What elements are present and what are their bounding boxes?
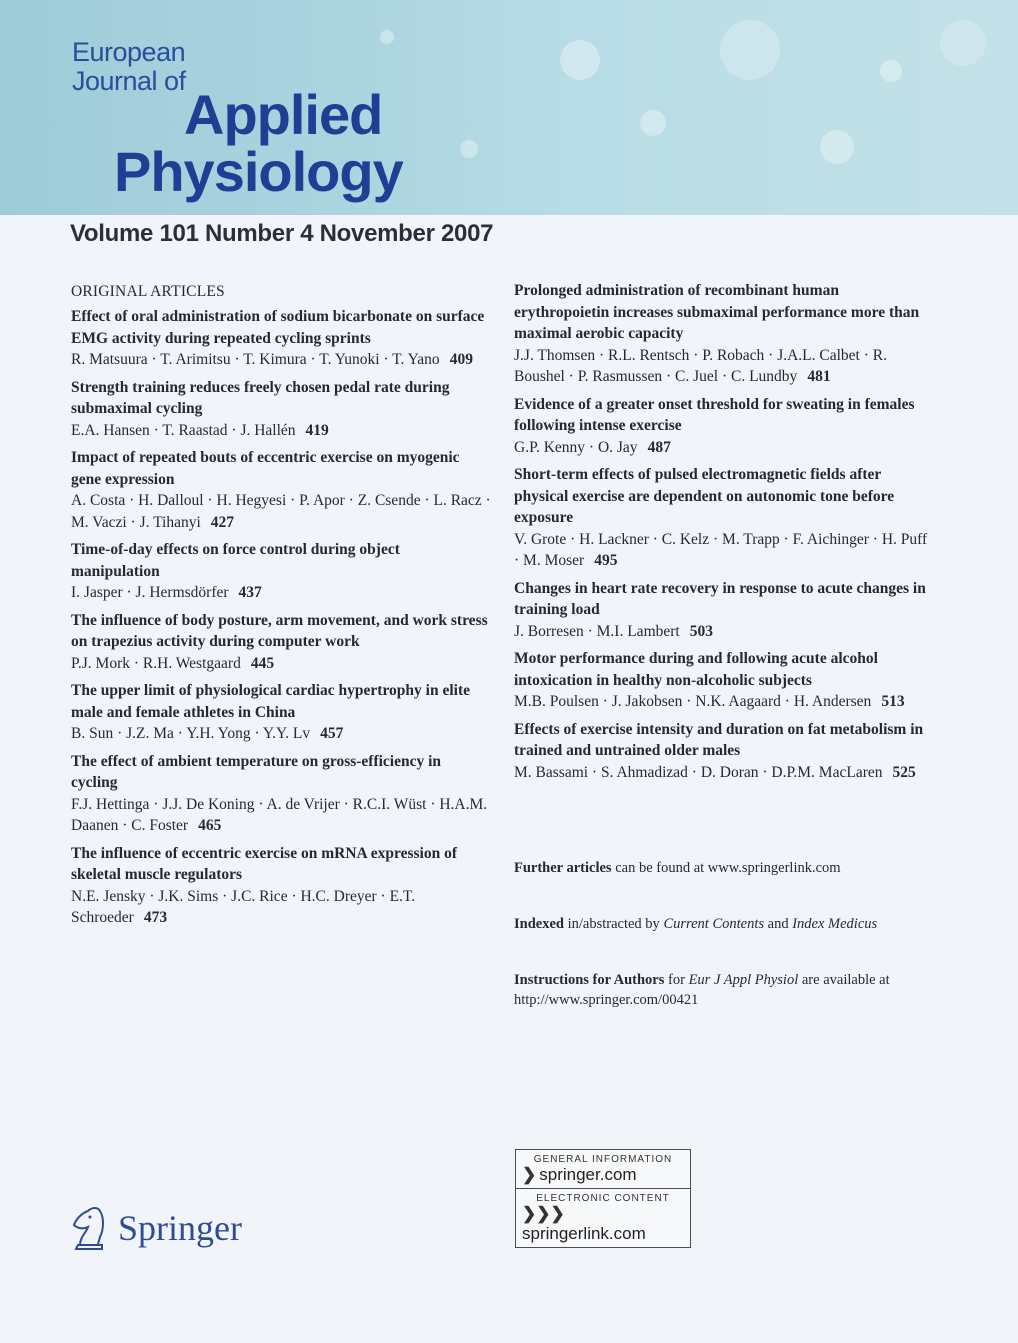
- article-authors-line: [71, 349, 491, 371]
- article-title: Prolonged administration of recombinant human erythropoietin increases submaximal performance more than maximal aerobic capacity: [514, 282, 920, 342]
- indexed-text: in/abstracted by: [563, 916, 664, 932]
- article-page: 481: [807, 368, 831, 385]
- article-page: 525: [892, 763, 916, 781]
- general-info-label: GENERAL INFORMATION: [533, 1154, 673, 1165]
- article-page: 457: [320, 725, 344, 742]
- publisher-name: Springer: [118, 1208, 242, 1248]
- left-article-list: [71, 306, 491, 929]
- chevron-right-icon: ❯: [522, 1165, 537, 1184]
- article-page: 473: [143, 909, 168, 926]
- article-entry: [71, 539, 491, 604]
- further-label: Further articles: [514, 860, 612, 876]
- article-page: 513: [881, 693, 905, 710]
- article-page: 409: [449, 351, 473, 368]
- electronic-content-label: ELECTRONIC CONTENT: [536, 1193, 670, 1204]
- article-title: The effect of ambient temperature on gross-efficiency in cycling: [71, 752, 442, 791]
- indexed-label: Indexed: [514, 916, 564, 932]
- article-entry: [514, 464, 934, 572]
- article-authors: N.E. Jensky · J.K. Sims · J.C. Rice · H.C. Dreyer · E.T. Schroeder: [71, 887, 416, 926]
- article-authors-line: [71, 723, 491, 745]
- article-title: Short-term effects of pulsed electromagnetic fields after physical exercise are dependent on autonomic tone before exposure: [514, 466, 895, 526]
- article-title: Strength training reduces freely chosen pedal rate during submaximal cycling: [71, 378, 450, 417]
- left-column: [71, 281, 491, 935]
- springerlink-link-text: springerlink.com: [522, 1224, 646, 1243]
- article-authors-line: [514, 762, 934, 784]
- article-title: The upper limit of physiological cardiac hypertrophy in elite male and female athletes in China: [71, 682, 470, 721]
- article-page: 445: [250, 654, 275, 672]
- electronic-content-cell: [516, 1188, 690, 1247]
- further-articles-note: [514, 858, 934, 878]
- article-entry: [71, 680, 491, 745]
- triple-chevron-right-icon: ❯❯❯: [522, 1204, 565, 1223]
- article-title: The influence of eccentric exercise on mRNA expression of skeletal muscle regulators: [71, 844, 457, 883]
- issue-info: Volume 101 Number 4 November 2007: [70, 220, 494, 247]
- article-authors: P.J. Mork · R.H. Westgaard: [71, 654, 241, 672]
- article-authors: G.P. Kenny · O. Jay: [514, 438, 638, 456]
- right-column: [514, 280, 934, 789]
- article-authors: F.J. Hettinga · J.J. De Koning · A. de Vrijer · R.C.I. Wüst · H.A.M. Daanen · C. Foster: [71, 795, 488, 834]
- article-entry: [514, 280, 934, 388]
- article-authors-line: [71, 490, 491, 533]
- article-authors-line: [71, 582, 491, 604]
- article-title: Effect of oral administration of sodium bicarbonate on surface EMG activity during repeated cycling sprints: [71, 308, 485, 347]
- masthead-physiology: Physiology: [114, 140, 403, 203]
- masthead-journal-of: Journal of: [72, 66, 186, 96]
- article-authors-line: [71, 420, 491, 442]
- further-text: can be found at www.springerlink.com: [611, 860, 841, 876]
- article-entry: [71, 751, 491, 837]
- article-entry: [514, 719, 934, 784]
- instructions-label: Instructions for Authors: [514, 972, 665, 988]
- article-authors-line: [514, 437, 934, 459]
- article-page: 495: [594, 552, 618, 569]
- article-page: 465: [198, 817, 222, 834]
- article-entry: [514, 648, 934, 713]
- article-authors-line: [514, 691, 934, 713]
- article-authors-line: [71, 886, 491, 929]
- article-title: The influence of body posture, arm movement, and work stress on trapezius activity during computer work: [71, 611, 488, 650]
- article-entry: [514, 578, 934, 643]
- section-label: ORIGINAL ARTICLES: [71, 283, 225, 300]
- article-page: 427: [210, 513, 235, 531]
- info-box: [515, 1149, 691, 1248]
- article-authors-line: [514, 529, 934, 572]
- journal-abbrev: Eur J Appl Physiol: [688, 972, 799, 988]
- instructions-note: [514, 970, 914, 1010]
- article-authors-line: [71, 653, 491, 675]
- current-contents: Current Contents: [663, 916, 765, 932]
- instructions-text: are available at http://www.springer.com/00421: [514, 972, 890, 1008]
- article-page: 503: [689, 622, 713, 640]
- article-authors: J.J. Thomsen · R.L. Rentsch · P. Robach · J.A.L. Calbet · R. Boushel · P. Rasmussen · C. Juel · C. Lundby: [514, 346, 887, 385]
- article-title: Changes in heart rate recovery in response to acute changes in training load: [514, 579, 926, 618]
- indexed-and: and: [764, 916, 793, 932]
- article-authors: B. Sun · J.Z. Ma · Y.H. Yong · Y.Y. Lv: [71, 725, 311, 742]
- cover-header: [0, 0, 1018, 215]
- article-authors: A. Costa · H. Dalloul · H. Hegyesi · P. Apor · Z. Csende · L. Racz · M. Vaczi · J. Tihanyi: [71, 492, 491, 531]
- article-page: 487: [647, 438, 671, 456]
- springerlink-link[interactable]: [522, 1204, 684, 1244]
- article-entry: [71, 447, 491, 533]
- article-entry: [71, 306, 491, 371]
- springer-link[interactable]: [522, 1165, 684, 1185]
- article-authors: V. Grote · H. Lackner · C. Kelz · M. Trapp · F. Aichinger · H. Puff · M. Moser: [514, 530, 928, 569]
- indexed-note: [514, 914, 934, 934]
- article-authors: R. Matsuura · T. Arimitsu · T. Kimura · T. Yunoki · T. Yano: [71, 351, 440, 368]
- springer-logo: [66, 1200, 242, 1256]
- article-authors: M. Bassami · S. Ahmadizad · D. Doran · D.P.M. MacLaren: [514, 763, 883, 781]
- article-title: Effects of exercise intensity and duration on fat metabolism in trained and untrained older males: [514, 720, 924, 759]
- article-authors-line: [71, 794, 491, 837]
- article-page: 437: [238, 584, 262, 601]
- index-medicus: Index Medicus: [792, 916, 878, 932]
- article-entry: [71, 843, 491, 929]
- right-article-list: [514, 280, 934, 783]
- masthead-european: European: [72, 37, 186, 67]
- article-authors-line: [514, 621, 934, 643]
- article-title: Impact of repeated bouts of eccentric exercise on myogenic gene expression: [71, 449, 460, 488]
- chess-knight-horse-icon: [66, 1203, 112, 1253]
- article-title: Motor performance during and following acute alcohol intoxication in healthy non-alcoholic subjects: [514, 650, 878, 689]
- article-authors: I. Jasper · J. Hermsdörfer: [71, 584, 229, 601]
- masthead-applied: Applied: [184, 83, 383, 146]
- article-authors: E.A. Hansen · T. Raastad · J. Hallén: [71, 421, 296, 439]
- article-title: Evidence of a greater onset threshold for sweating in females following intense exercise: [514, 395, 915, 434]
- article-entry: [71, 377, 491, 442]
- instructions-for: for: [664, 972, 689, 988]
- article-entry: [514, 394, 934, 459]
- article-page: 419: [305, 421, 329, 439]
- springer-link-text: springer.com: [539, 1165, 637, 1184]
- general-info-cell: [516, 1150, 690, 1188]
- article-authors-line: [514, 345, 934, 388]
- article-authors: J. Borresen · M.I. Lambert: [514, 622, 680, 640]
- article-title: Time-of-day effects on force control during object manipulation: [71, 541, 400, 580]
- article-entry: [71, 610, 491, 675]
- article-authors: M.B. Poulsen · J. Jakobsen · N.K. Aagaard · H. Andersen: [514, 693, 872, 710]
